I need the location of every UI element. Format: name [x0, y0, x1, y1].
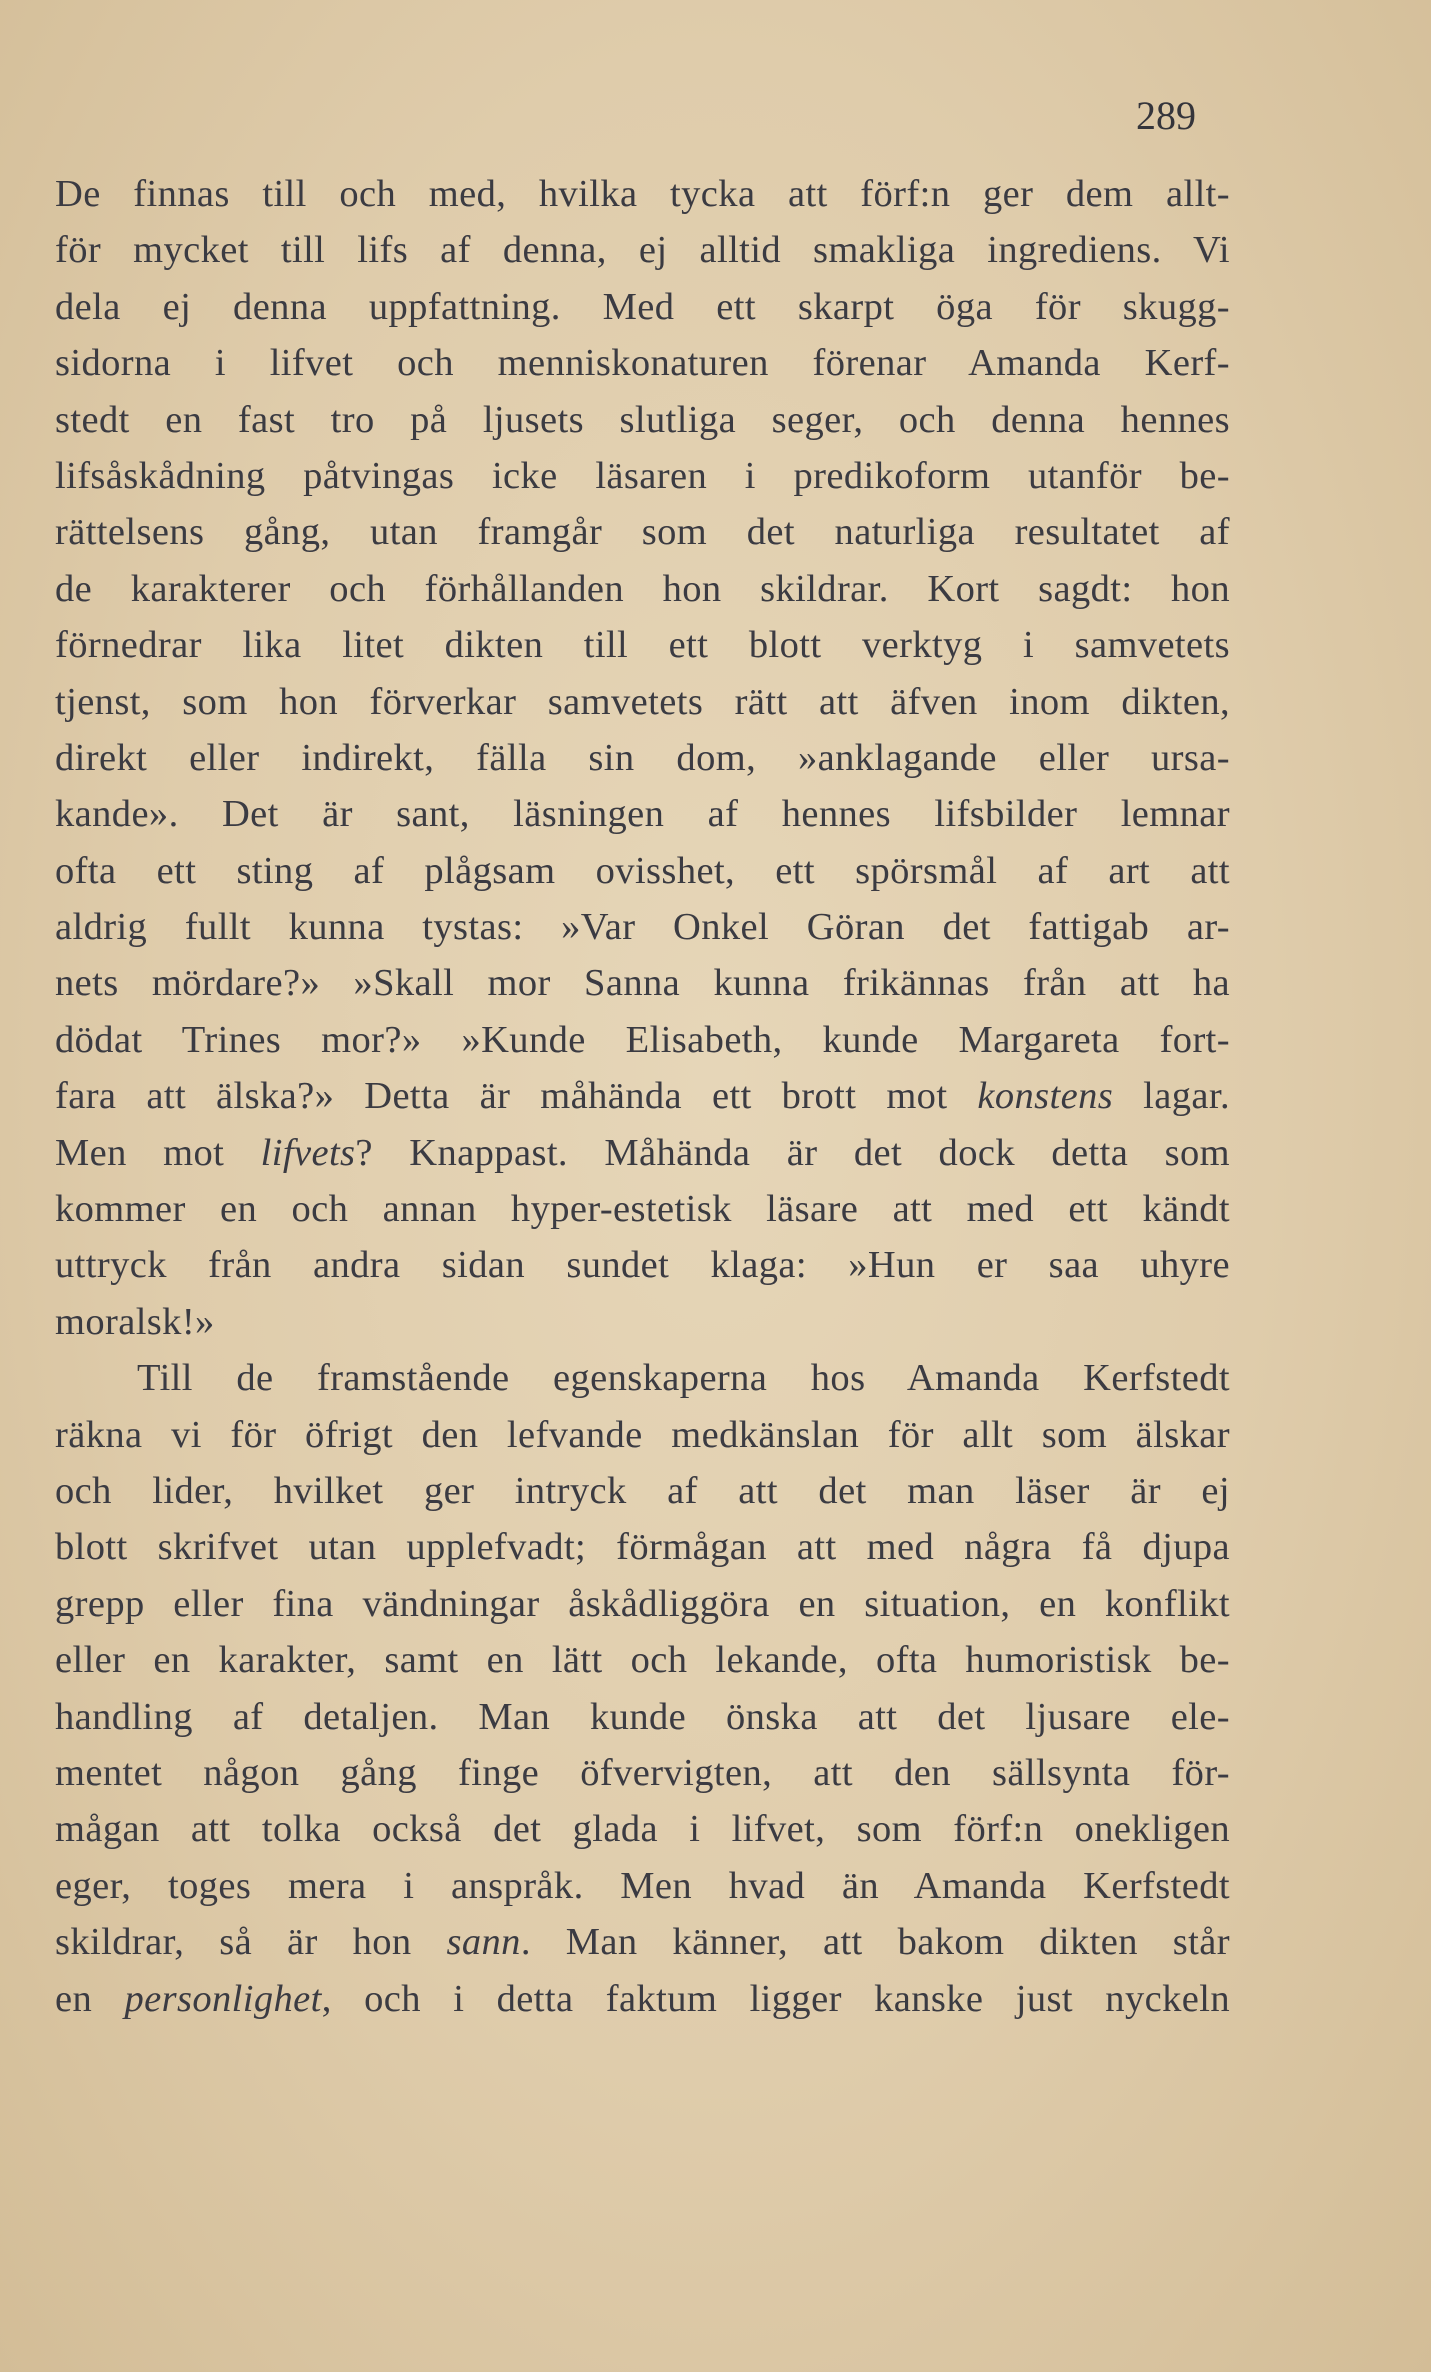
text-line: De finnas till och med, hvilka tycka att förf:n ger dem allt-: [55, 173, 1230, 215]
text-line: de karakterer och förhållanden hon skildrar. Kort sagdt: hon: [55, 567, 1230, 610]
text-line: moralsk!»: [55, 1300, 215, 1343]
text-line: direkt eller indirekt, fälla sin dom, »anklagande eller ursa-: [55, 736, 1230, 779]
text-line: skildrar, så är hon sann. Man känner, att bakom dikten står: [55, 1921, 1230, 1964]
text-line: stedt en fast tro på ljusets slutliga seger, och denna hennes: [55, 398, 1230, 441]
text-line: handling af detaljen. Man kunde önska att det ljusare ele-: [55, 1695, 1230, 1738]
text-line: nets mördare?» »Skall mor Sanna kunna frikännas från att ha: [55, 962, 1230, 1005]
page-number: 289: [1136, 93, 1196, 138]
text-line: en personlighet, och i detta faktum ligger kanske just nyckeln: [55, 1977, 1230, 2020]
body-text: [55, 166, 1230, 2027]
text-line: dela ej denna uppfattning. Med ett skarpt öga för skugg-: [55, 285, 1230, 328]
text-line: eller en karakter, samt en lätt och lekande, ofta humoristisk be-: [55, 1639, 1230, 1682]
text-line: aldrig fullt kunna tystas: »Var Onkel Göran det fattigab ar-: [55, 906, 1230, 949]
text-line: kommer en och annan hyper-estetisk läsare att med ett kändt: [55, 1188, 1230, 1231]
text-line: dödat Trines mor?» »Kunde Elisabeth, kunde Margareta fort-: [55, 1018, 1230, 1061]
text-line: fara att älska?» Detta är måhända ett brott mot konstens lagar.: [55, 1075, 1230, 1118]
text-line: sidorna i lifvet och menniskonaturen förenar Amanda Kerf-: [55, 342, 1230, 385]
text-line: uttryck från andra sidan sundet klaga: »Hun er saa uhyre: [55, 1244, 1230, 1287]
text-line: blott skrifvet utan upplefvadt; förmågan att med några få djupa: [55, 1526, 1230, 1569]
text-line: ofta ett sting af plågsam ovisshet, ett spörsmål af art att: [55, 849, 1230, 892]
text-line: för mycket till lifs af denna, ej alltid smakliga ingrediens. Vi: [55, 229, 1230, 272]
text-line: räkna vi för öfrigt den lefvande medkänslan för allt som älskar: [55, 1413, 1230, 1456]
text-line: grepp eller fina vändningar åskådliggöra en situation, en konflikt: [55, 1582, 1230, 1625]
text-line: förnedrar lika litet dikten till ett blott verktyg i samvetets: [55, 624, 1230, 667]
text-line: eger, toges mera i anspråk. Men hvad än Amanda Kerfstedt: [55, 1864, 1230, 1907]
text-line: kande». Det är sant, läsningen af hennes lifsbilder lemnar: [55, 793, 1230, 836]
text-line: Men mot lifvets? Knappast. Måhända är det dock detta som: [55, 1131, 1230, 1174]
text-line: och lider, hvilket ger intryck af att det man läser är ej: [55, 1469, 1230, 1512]
text-line: mentet någon gång finge öfvervigten, att den sällsynta för-: [55, 1751, 1230, 1794]
text-line: rättelsens gång, utan framgår som det naturliga resultatet af: [55, 511, 1230, 554]
text-line: lifsåskådning påtvingas icke läsaren i predikoform utanför be-: [55, 454, 1230, 497]
text-line: mågan att tolka också det glada i lifvet, som förf:n onekligen: [55, 1808, 1230, 1851]
text-line: tjenst, som hon förverkar samvetets rätt att äfven inom dikten,: [55, 680, 1230, 723]
text-line: Till de framstående egenskaperna hos Amanda Kerfstedt: [137, 1357, 1230, 1400]
